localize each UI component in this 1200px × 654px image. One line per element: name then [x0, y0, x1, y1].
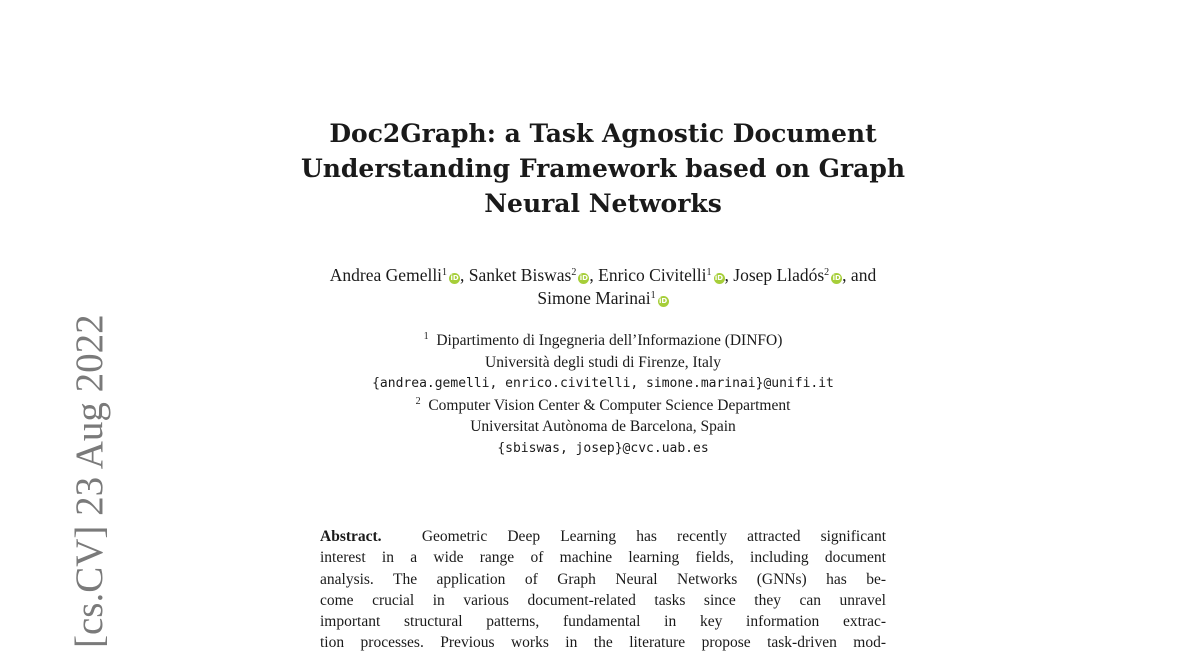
affiliation-dept: [250, 395, 956, 417]
abstract-line: come crucial in various document-related tasks since they can unravel: [320, 591, 886, 609]
author-affil-mark: 2: [824, 267, 830, 278]
affiliations: [250, 330, 956, 459]
author-separator: ,: [589, 265, 599, 285]
orcid-icon[interactable]: iD: [450, 274, 459, 282]
author-affil-mark: 1: [706, 267, 712, 278]
abstract-line: [320, 526, 886, 547]
affiliation-dept: [250, 330, 956, 352]
author-name: Josep Lladós: [733, 265, 825, 285]
author-affil-mark: 2: [571, 267, 577, 278]
orcid-icon[interactable]: iD: [659, 297, 668, 305]
affiliation-email[interactable]: {andrea.gemelli, enrico.civitelli, simone.marinai}@unifi.it: [372, 376, 834, 391]
orcid-icon[interactable]: iD: [832, 274, 841, 282]
paper-title: [250, 116, 956, 221]
abstract-label: Abstract.: [320, 528, 382, 545]
affiliation-email[interactable]: {sbiswas, josep}@cvc.uab.es: [497, 440, 709, 456]
author-line: [240, 264, 966, 287]
author-name: Simone Marinai: [537, 288, 651, 308]
author-affil-mark: 1: [442, 267, 448, 278]
abstract-text: Geometric Deep Learning has recently attracted significant: [421, 528, 887, 545]
author-name: Sanket Biswas: [468, 265, 572, 285]
title-line: Understanding Framework based on Graph: [300, 154, 906, 183]
affiliation-univ: Università degli studi di Firenze, Italy: [485, 353, 721, 371]
title-line: Neural Networks: [484, 189, 722, 218]
orcid-icon[interactable]: iD: [579, 274, 588, 282]
abstract-line: interest in a wide range of machine learning fields, including document: [320, 549, 886, 567]
abstract-line: important structural patterns, fundamental in key information extrac-: [320, 613, 886, 631]
arxiv-stamp: [cs.CV] 23 Aug 2022: [68, 314, 111, 648]
author-name: Andrea Gemelli: [329, 265, 443, 285]
author-separator: , and: [842, 265, 877, 285]
author-affil-mark: 1: [650, 290, 656, 301]
author-name: Enrico Civitelli: [598, 265, 707, 285]
affil-mark: 1: [423, 331, 429, 342]
author-separator: ,: [724, 265, 734, 285]
author-line: [240, 287, 966, 310]
affil-dept-text: Computer Vision Center & Computer Science Department: [428, 396, 791, 414]
abstract-line: analysis. The application of Graph Neural Networks (GNNs) has be-: [320, 570, 886, 588]
author-list: [240, 264, 966, 310]
abstract: [320, 526, 886, 654]
author-separator: ,: [460, 265, 469, 285]
abstract-line: tion processes. Previous works in the literature propose task-driven mod-: [320, 634, 886, 652]
affil-dept-text: Dipartimento di Ingegneria dell’Informazione (DINFO): [436, 332, 783, 349]
orcid-icon[interactable]: iD: [714, 274, 724, 282]
affil-mark: 2: [415, 395, 421, 407]
affiliation-univ: Universitat Autònoma de Barcelona, Spain: [470, 418, 736, 435]
title-line: Doc2Graph: a Task Agnostic Document: [329, 119, 877, 148]
